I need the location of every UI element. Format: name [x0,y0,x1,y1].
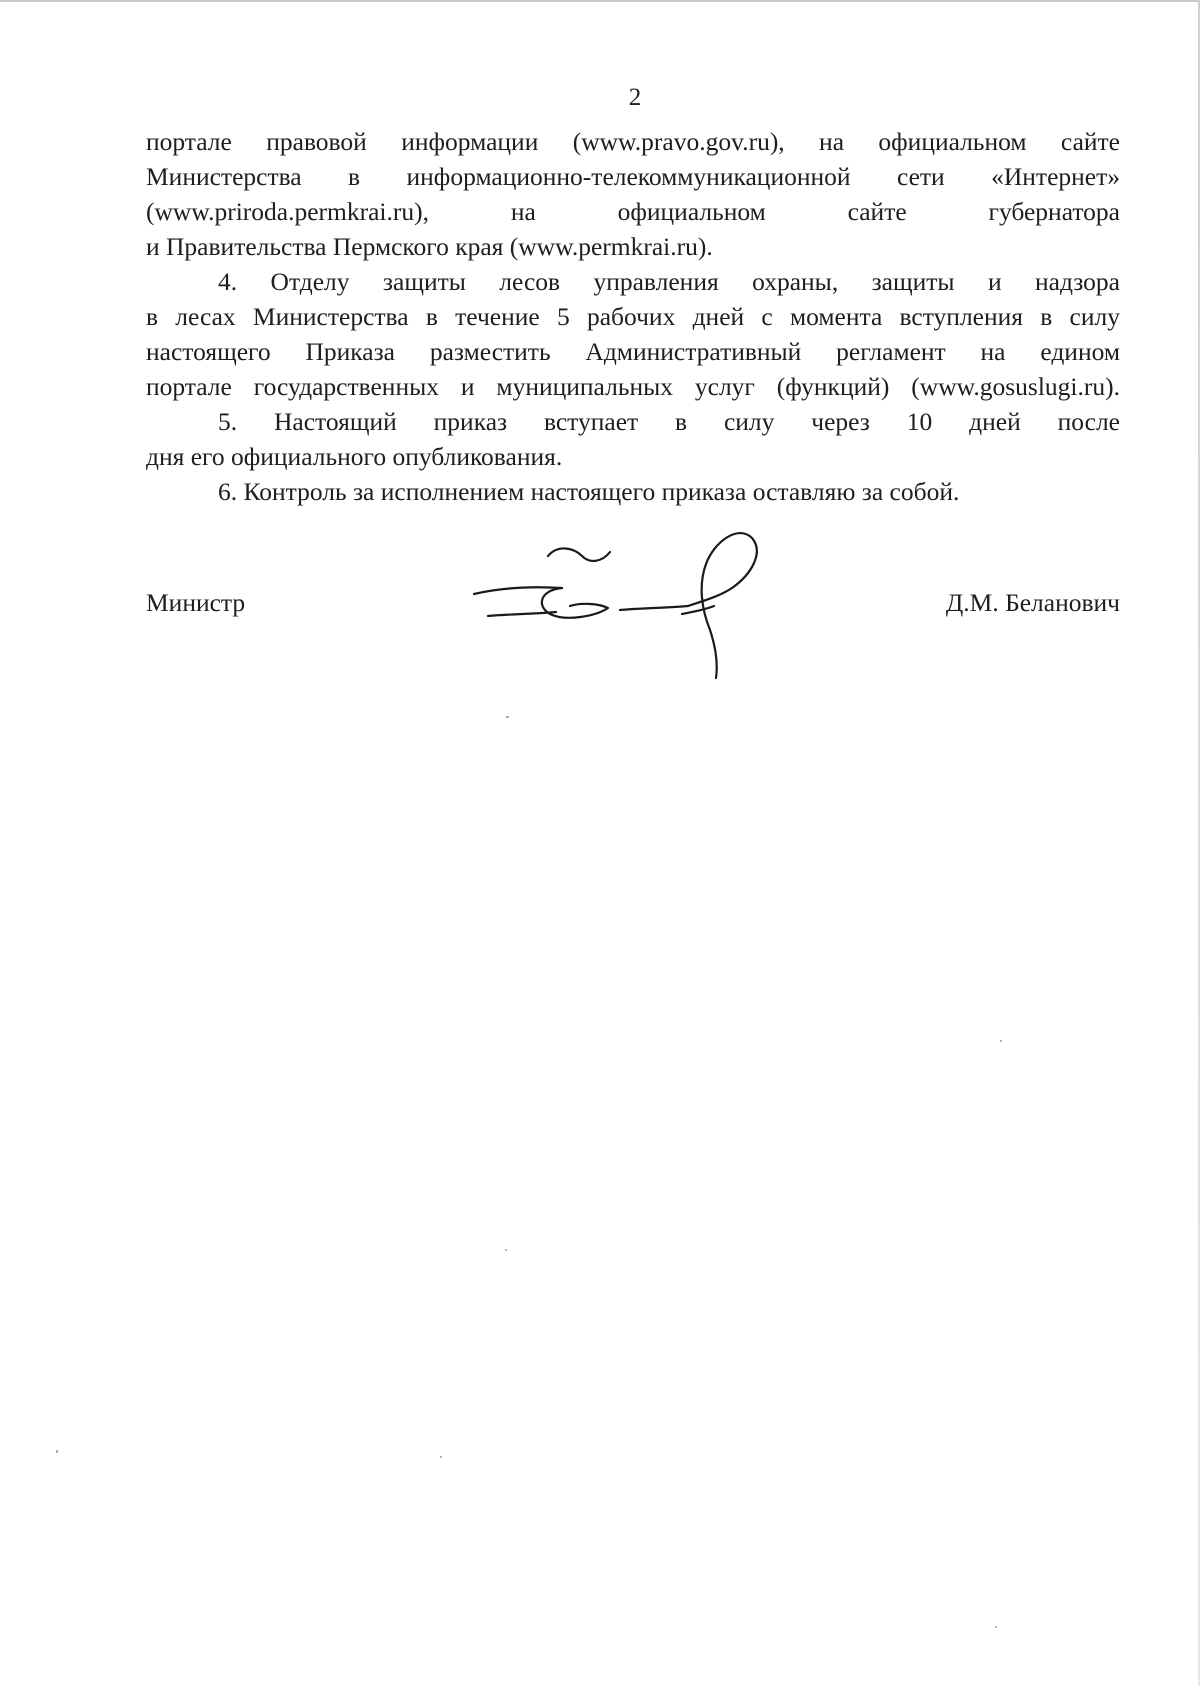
page-number: 2 [628,84,642,111]
paragraph-item-4 [146,264,1120,404]
text-line: и Правительства Пермского края (www.permkrai.ru). [146,232,713,261]
text-line: (www.priroda.permkrai.ru), на официальном сайте губернатора [146,197,1120,226]
text-line: настоящего Приказа разместить Административный регламент на едином [146,337,1120,366]
text-line: 4. Отделу защиты лесов управления охраны, защиты и надзора [218,267,1120,296]
text-line: портале правовой информации (www.pravo.gov.ru), на официальном сайте [146,127,1120,156]
scan-speck [440,1456,442,1458]
paragraph-item-5 [146,404,1120,474]
paragraph-portal-continuation [146,124,1120,264]
text-line: 6. Контроль за исполнением настоящего приказа оставляю за собой. [218,477,960,506]
scan-speck [995,1626,997,1628]
text-line: портале государственных и муниципальных услуг (функций) (www.gosuslugi.ru). [146,372,1120,401]
scan-speck [506,716,509,718]
text-line: 5. Настоящий приказ вступает в силу через 10 дней после [218,407,1120,436]
document-body [146,124,1120,509]
signature-row [146,588,1120,628]
scan-speck [505,1249,507,1251]
signer-name: Д.М. Беланович [945,588,1120,617]
text-line: дня его официального опубликования. [146,442,563,471]
paragraph-item-6 [146,474,1120,509]
text-line: Министерства в информационно-телекоммуникационной сети «Интернет» [146,162,1120,191]
signer-position: Министр [146,588,246,617]
scan-speck [56,1450,58,1453]
scan-speck [1000,1040,1002,1042]
text-line: в лесах Министерства в течение 5 рабочих дней с момента вступления в силу [146,302,1120,331]
scan-edge-top [0,0,1200,2]
